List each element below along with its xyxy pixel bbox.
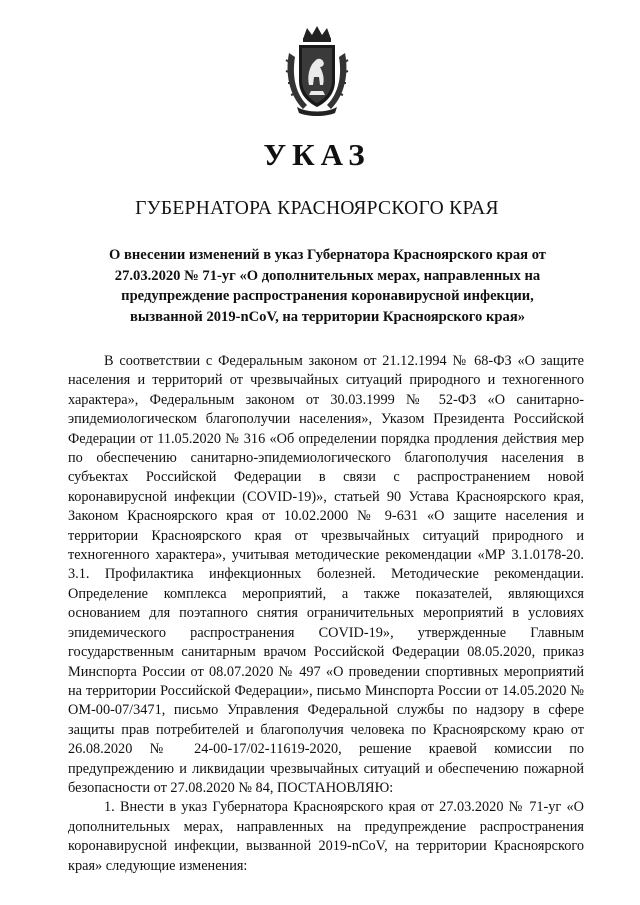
document-body [68,352,584,876]
preamble-paragraph: В соответствии с Федеральным законом от 21.12.1994 № 68-ФЗ «О защите населения и территорий от чрезвычайных ситуаций природного и техногенного характера», Федеральным законом от 30.03.1999 № 52-ФЗ «О санитарно-эпидемиологическом благополучии населения», Указом Президента Российской Федерации от 11.05.2020 № 316 «Об определении порядка продления действия мер по обеспечению санитарно-эпидемиологического благополучия населения в субъектах Российской Федерации в связи с распространением новой коронавирусной инфекции (COVID-19)», статьей 90 Устава Красноярского края, Законом Красноярского края от 10.02.2000 № 9-631 «О защите населения и территории Красноярского края от чрезвычайных ситуаций природного и техногенного характера», учитывая методические рекомендации «МР 3.1.0178-20. 3.1. Профилактика инфекционных болезней. Методические рекомендации. Определение комплекса мероприятий, а также показателей, являющихся основанием для поэтапного снятия ограничительных мероприятий в условиях эпидемического распространения COVID-19», утвержденные Главным государственным санитарным врачом Российской Федерации 08.05.2020, приказ Минспорта России от 08.07.2020 № 497 «О проведении спортивных мероприятий на территории Российской Федерации», письмо Минспорта России от 14.05.2020 № ОМ-00-07/3471, письмо Управления Федеральной службы по надзору в сфере защиты прав потребителей и благополучия человека по Красноярскому краю от 26.08.2020 № 24-00-17/02-11619-2020, решение краевой комиссии по предупреждению и ликвидации чрезвычайных ситуаций и обеспечению пожарной безопасности от 27.08.2020 № 84, ПОСТАНОВЛЯЮ: [68,353,584,796]
document-title: УКАЗ [263,137,371,172]
decree-heading: О внесении изменений в указ Губернатора Красноярского края от 27.03.2020 № 71-уг «О дополнительных мерах, направленных на предупреждение распространения коронавирусной инфекции, вызванной 2019-nCoV, на территории Красноярского края» [109,247,546,325]
issuer-subtitle: ГУБЕРНАТОРА КРАСНОЯРСКОГО КРАЯ [135,198,499,219]
clause-1-paragraph: 1. Внести в указ Губернатора Красноярского края от 27.03.2020 № 71-уг «О дополнительных мерах, направленных на предупреждение распространения коронавирусной инфекции, вызванной 2019-nCoV, на территории Красноярского края» следующие изменения: [68,799,584,874]
coat-of-arms-icon [283,25,351,117]
